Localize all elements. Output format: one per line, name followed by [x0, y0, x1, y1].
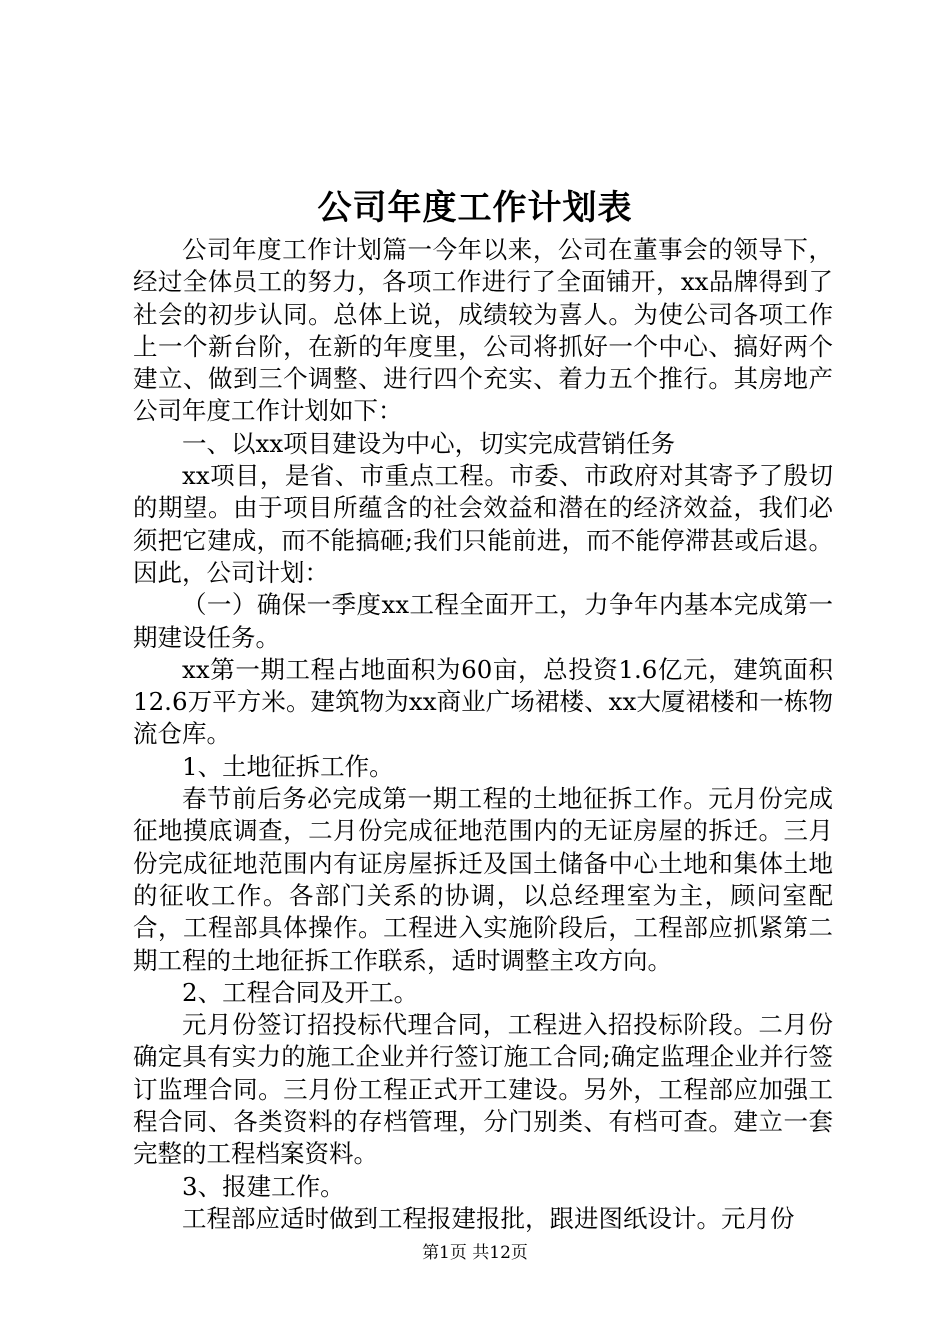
- paragraph: 春节前后务必完成第一期工程的土地征拆工作。元月份完成征地摸底调查，二月份完成征地范围内的无证房屋的拆迁。三月份完成征地范围内有证房屋拆迁及国土储备中心土地和集体土地的征收工作。各部门关系的协调，以总经理室为主，顾问室配合，工程部具体操作。工程进入实施阶段后，工程部应抓紧第二期工程的土地征拆工作联系，适时调整主攻方向。: [133, 784, 833, 975]
- paragraph: xx第一期工程占地面积为60亩，总投资1.6亿元，建筑面积12.6万平方米。建筑物为xx商业广场裙楼、xx大厦裙楼和一栋物流仓库。: [133, 654, 833, 749]
- section-heading: 一、以xx项目建设为中心，切实完成营销任务: [182, 428, 676, 458]
- item-heading: 3、报建工作。: [182, 1171, 345, 1201]
- paragraph: xx项目，是省、市重点工程。市委、市政府对其寄予了殷切的期望。由于项目所蕴含的社会效益和潜在的经济效益，我们必须把它建成，而不能搞砸;我们只能前进，而不能停滞甚或后退。因此，公司计划：: [133, 461, 833, 587]
- paragraph: 公司年度工作计划篇一今年以来，公司在董事会的领导下，经过全体员工的努力，各项工作进行了全面铺开，xx品牌得到了社会的初步认同。总体上说，成绩较为喜人。为使公司各项工作上一个新台阶，在新的年度里，公司将抓好一个中心、搞好两个建立、做到三个调整、进行四个充实、着力五个推行。其房地产公司年度工作计划如下：: [133, 235, 833, 426]
- page-number: 第1页 共12页: [422, 1243, 528, 1263]
- document-title: 公司年度工作计划表: [317, 188, 633, 228]
- paragraph: 元月份签订招投标代理合同，工程进入招投标阶段。二月份确定具有实力的施工企业并行签订施工合同;确定监理企业并行签订监理合同。三月份工程正式开工建设。另外，工程部应加强工程合同、各类资料的存档管理，分门别类、有档可查。建立一套完整的工程档案资料。: [133, 1010, 833, 1169]
- item-heading: 2、工程合同及开工。: [182, 977, 419, 1007]
- item-heading: 1、土地征拆工作。: [182, 751, 394, 781]
- subsection-heading: （一）确保一季度xx工程全面开工，力争年内基本完成第一期建设任务。: [133, 590, 833, 652]
- paragraph: 工程部应适时做到工程报建报批，跟进图纸设计。元月份: [182, 1203, 795, 1233]
- document-body: [133, 234, 833, 1235]
